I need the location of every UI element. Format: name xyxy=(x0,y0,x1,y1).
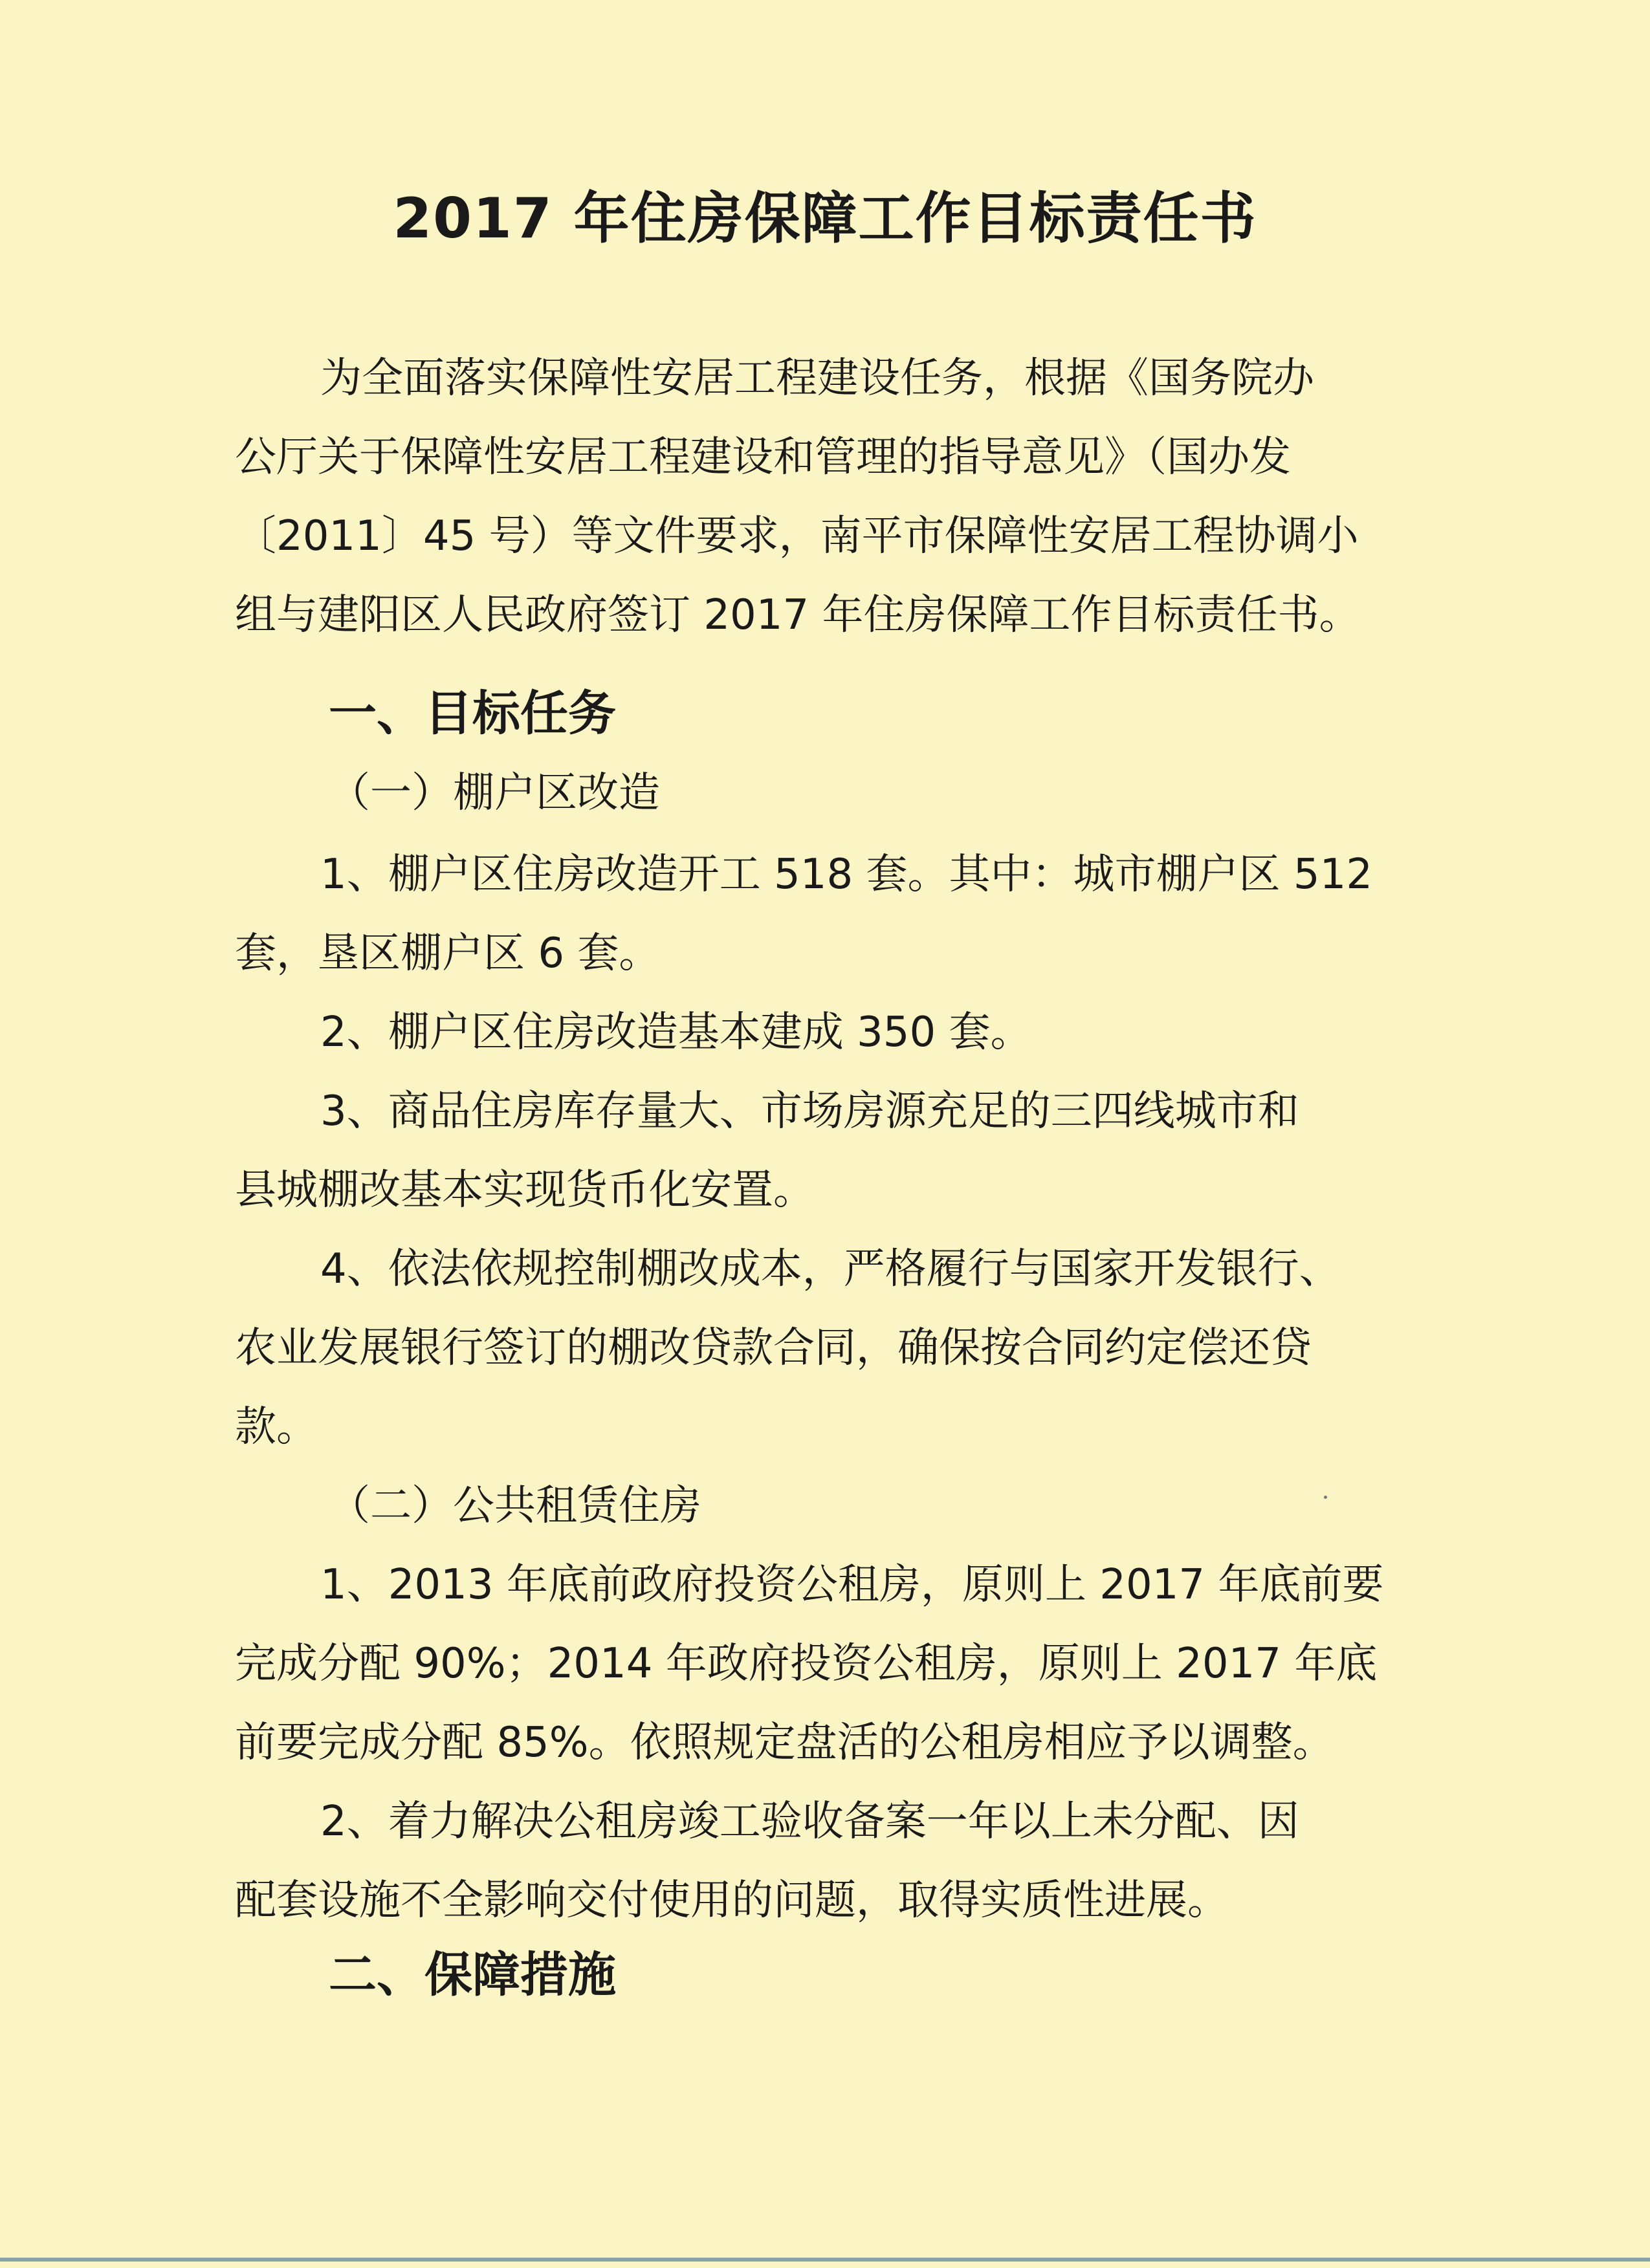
sub1-item4-line-1: 4、依法依规控制棚改成本，严格履行与国家开发银行、 xyxy=(320,1245,1341,1293)
sub2-item1-line-1: 1、2013 年底前政府投资公租房，原则上 2017 年底前要 xyxy=(320,1561,1384,1609)
sub1-item4-line-3: 款。 xyxy=(235,1403,318,1451)
intro-line-2: 公厅关于保障性安居工程建设和管理的指导意见》（国办发 xyxy=(235,433,1291,481)
sub1-item4-line-2: 农业发展银行签订的棚改贷款合同，确保按合同约定偿还贷 xyxy=(235,1324,1312,1372)
bottom-edge-line xyxy=(0,2258,1650,2262)
intro-line-4: 组与建阳区人民政府签订 2017 年住房保障工作目标责任书。 xyxy=(235,591,1361,639)
section1-heading: 一、目标任务 xyxy=(329,686,616,741)
sub1-heading: （一）棚户区改造 xyxy=(329,769,660,817)
sub1-item1-line-1: 1、棚户区住房改造开工 518 套。其中：城市棚户区 512 xyxy=(320,851,1373,899)
sub2-item2-line-2: 配套设施不全影响交付使用的问题，取得实质性进展。 xyxy=(235,1877,1229,1925)
intro-line-1: 为全面落实保障性安居工程建设任务，根据《国务院办 xyxy=(320,354,1314,402)
sub2-item1-line-3: 前要完成分配 85%。依照规定盘活的公租房相应予以调整。 xyxy=(235,1719,1334,1767)
sub1-item3-line-2: 县城棚改基本实现货币化安置。 xyxy=(235,1166,815,1214)
sub1-item3-line-1: 3、商品住房库存量大、市场房源充足的三四线城市和 xyxy=(320,1087,1299,1135)
intro-line-3: 〔2011〕45 号）等文件要求，南平市保障性安居工程协调小 xyxy=(235,512,1359,560)
sub2-heading: （二）公共租赁住房 xyxy=(329,1482,701,1530)
section2-heading: 二、保障措施 xyxy=(329,1947,616,2003)
sub2-item1-line-2: 完成分配 90%；2014 年政府投资公租房，原则上 2017 年底 xyxy=(235,1640,1378,1688)
sub1-item2-line-1: 2、棚户区住房改造基本建成 350 套。 xyxy=(320,1009,1032,1056)
sub2-item2-line-1: 2、着力解决公租房竣工验收备案一年以上未分配、因 xyxy=(320,1798,1299,1846)
sub1-item1-line-2: 套，垦区棚户区 6 套。 xyxy=(235,930,661,977)
document-title: 2017 年住房保障工作目标责任书 xyxy=(393,186,1257,251)
scan-speck xyxy=(1324,1496,1327,1499)
